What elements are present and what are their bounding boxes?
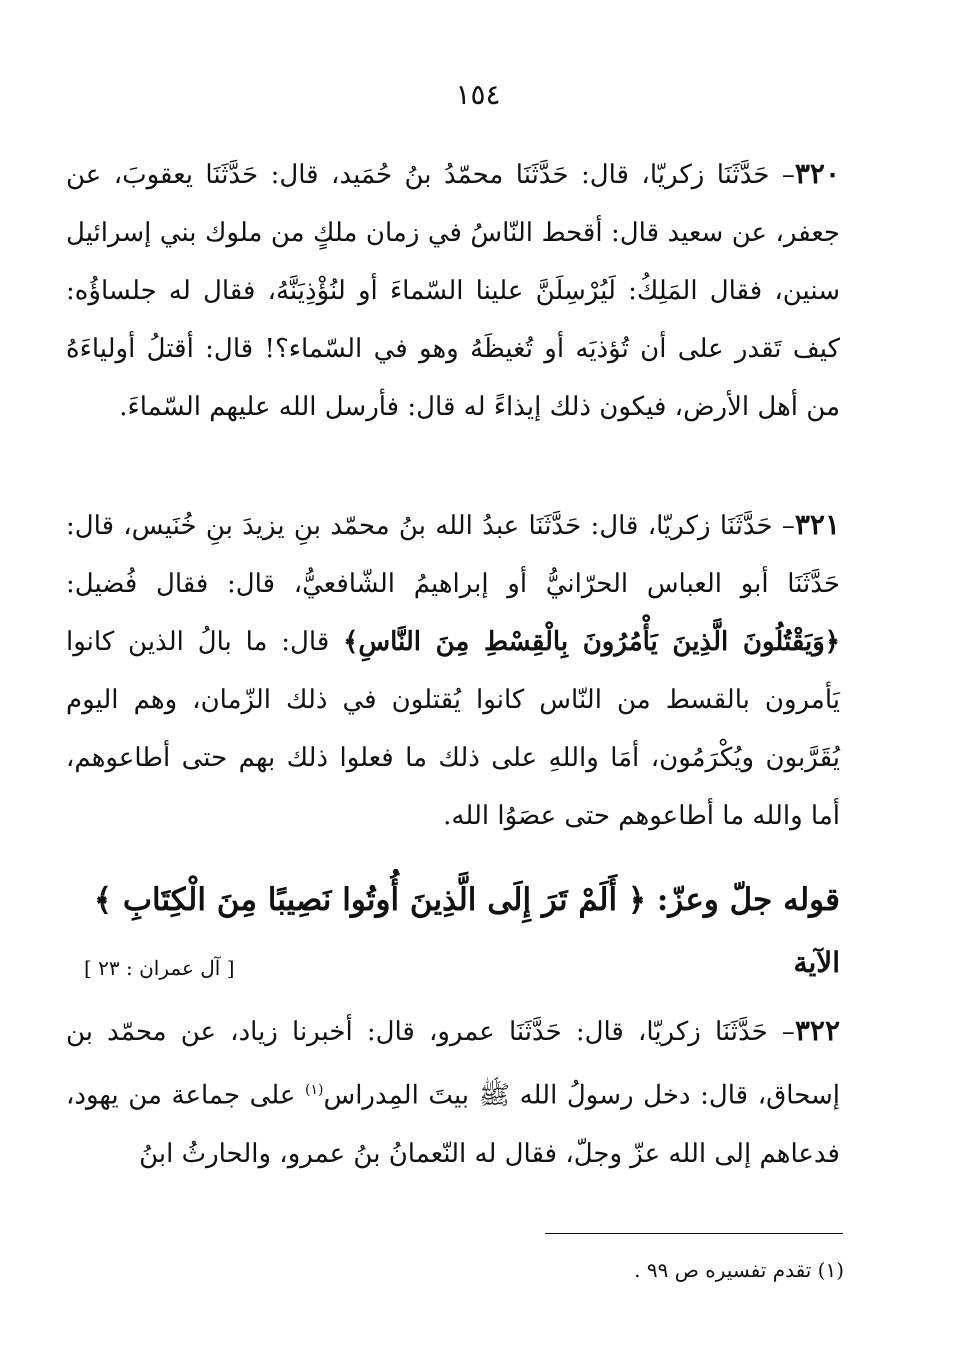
footnote: (١) تقدم تفسيره ص ٩٩ . — [634, 1258, 844, 1282]
surah-reference: [ آل عمران : ٢٣ ] — [84, 956, 235, 980]
hadith-number: ٣٢١ — [794, 508, 840, 541]
hadith-body-continued: على جماعة من يهود، فدعاهم إلى الله عزّ وجلّ، فقال له النّعمانُ بنُ عمرو، والحارثُ ابنُ — [66, 1080, 840, 1169]
hadith-320-text — [66, 145, 840, 436]
hadith-body: – حَدَّثَنَا زكريّا، قال: حَدَّثَنَا محمّدُ بنُ حُمَيد، قال: حَدَّثَنَا يعقوبَ، عن جعفر، عن سعيد قال: أقحط النّاسُ في زمان ملكٍ من ملوك بني إسرائيل سنين، فقال المَلِكُ: لَيُرْسِلَنَّ علينا السّماءَ أو لنُؤْذِيَنَّهُ، فقال له جلساؤُه: كيف تَقدر على أن تُؤذيَه أو تُغيظَهُ وهو في السّماء؟! قال: أقتلُ أولياءَهُ من أهل الأرض، فيكون ذلك إيذاءً له قال: فأرسل الله عليهم السّماءَ. — [66, 160, 840, 422]
hadith-body-continued: قال: ما بالُ الذين كانوا يَأمرون بالقسط من النّاس كانوا يُقتلون في ذلك الزّمان، وهم اليوم يُقَرَّبون ويُكْرَمُون، أمَا واللهِ على ذلك ما فعلوا ذلك بهم حتى أطاعوهم، أما والله ما أطاعوهم حتى عصَوُا الله. — [66, 627, 840, 831]
hadith-322-text — [66, 1002, 840, 1183]
footnote-divider — [545, 1233, 843, 1234]
heading-prefix: قوله جلّ وعزّ: — [646, 882, 840, 918]
heading-tail — [60, 946, 840, 990]
hadith-320 — [66, 145, 840, 436]
hadith-number: ٣٢٢ — [794, 1014, 840, 1047]
hadith-body: – حَدَّثَنَا زكريّا، قال: حَدَّثَنَا عبدُ الله بنُ محمّد بنِ يزيدَ بنِ خُنَيس، قال: حَدَّثَنَا أبو العباس الحرّانيُّ أو إبراهيمُ الشّافعيُّ، قال: فقال فُضيل: — [66, 511, 840, 599]
hadith-number: ٣٢٠ — [794, 157, 840, 190]
footnote-marker: (١) — [305, 1082, 324, 1098]
hadith-322 — [66, 1002, 840, 1183]
quran-verse: ﴿وَيَقْتُلُونَ الَّذِينَ يَأْمُرُونَ بِالْقِسْطِ مِنَ النَّاسِ﴾ — [343, 627, 841, 657]
heading-quran-verse: ﴿ أَلَمْ تَرَ إِلَى الَّذِينَ أُوتُوا نَصِيبًا مِنَ الْكِتَابِ ﴾ — [93, 882, 647, 918]
heading-aya: الآية — [793, 946, 840, 979]
hadith-321 — [66, 496, 840, 845]
hadith-321-text — [66, 496, 840, 845]
section-heading — [60, 878, 840, 922]
hadith-body: – حَدَّثَنَا زكريّا، قال: حَدَّثَنَا عمرو، قال: أخبرنا زياد، عن محمّد بن إسحاق، قال: دخل رسولُ الله ﷺ بيتَ المِدراس — [66, 1017, 840, 1111]
page-number: ١٥٤ — [455, 78, 501, 111]
